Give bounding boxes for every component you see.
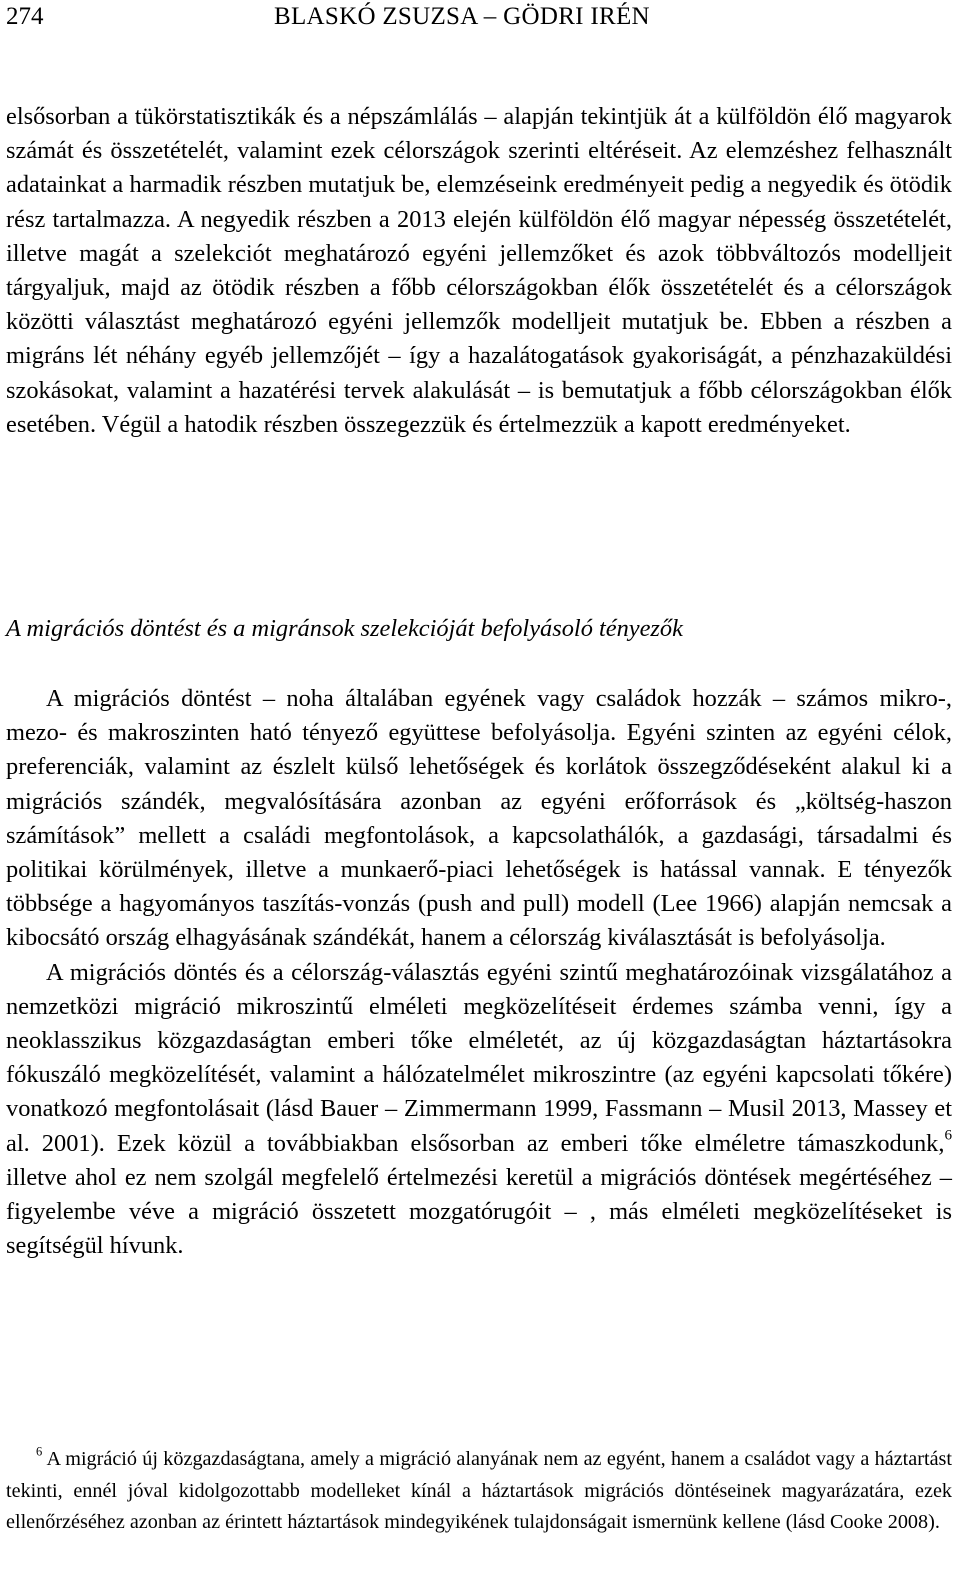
footnote-reference[interactable]: 6 (944, 1127, 952, 1144)
section-text-block (6, 682, 952, 1263)
paragraph-2-text-end: illetve ahol ez nem szolgál megfelelő értelmezési keretül a migrációs döntések megértéséhez – figyelembe véve a migráció összetett mozgatórugóit – , más elméleti megközelítéseket is segítségül hívunk. (6, 1163, 952, 1260)
paragraph-2-text-start: A migrációs döntés és a célország-választás egyéni szintű meghatározóinak vizsgálatához a nemzetközi migráció mikroszintű elméleti megközelítéseit érdemes számba venni, így a neoklasszikus közgazdaságtan emberi tőke elméletét, az új közgazdaságtan háztartásokra fókuszáló megközelítését, valamint a hálózatelmélet mikroszintre (az egyéni kapcsolati tőkére) vonatkozó megfontolásait (lásd Bauer – Zimmermann 1999, Fassmann – Musil 2013, Massey et al. 2001). Ezek közül a továbbiakban elsősorban az emberi tőke elméletre támaszkodunk, (6, 958, 952, 1157)
footnote-number: 6 (36, 1444, 43, 1459)
intro-text-block (6, 100, 952, 442)
page-header (6, 0, 954, 40)
section-paragraph-1: A migrációs döntést – noha általában egyének vagy családok hozzák – számos mikro-, mezo- és makroszinten ható tényező együttese befolyásolja. Egyéni szinten az egyéni célok, preferenciák, valamint az észlelt külső lehetőségek és korlátok összegződéseként alakul ki a migrációs szándék, megvalósítására azonban az egyéni erőforrások és „költség-haszon számítások” mellett a családi megfontolások, a kapcsolathálók, a gazdasági, társadalmi és politikai körülmények, illetve a munkaerő-piaci lehetőségek is hatással vannak. E tényezők többsége a hagyományos taszítás-vonzás (push and pull) modell (Lee 1966) alapján nemcsak a kibocsátó ország elhagyásának szándékát, hanem a célország kiválasztását is befolyásolja. (6, 685, 952, 952)
footnote-block (6, 1444, 952, 1539)
footnote-text: A migráció új közgazdaságtana, amely a migráció alanyának nem az egyént, hanem a családot vagy a háztartást tekinti, ennél jóval kidolgozottabb modelleket kínál a háztartások migrációs döntéseinek magyarázatára, ezek ellenőrzéséhez azonban az érintett háztartások mindegyikének tulajdonságait ismernünk kellene (lásd Cooke 2008). (6, 1448, 952, 1533)
section-paragraph-2 (6, 956, 952, 1264)
page-number: 274 (6, 3, 44, 30)
section-heading: A migrációs döntést és a migránsok szelekcióját befolyásoló tényezők (6, 615, 683, 642)
intro-paragraph: elsősorban a tükörstatisztikák és a népszámlálás – alapján tekintjük át a külföldön élő magyarok számát és összetételét, valamint ezek célországok szerinti eltéréseit. Az elemzéshez felhasznált adatainkat a harmadik részben mutatjuk be, elemzéseink eredményeit pedig a negyedik és ötödik rész tartalmazza. A negyedik részben a 2013 elején külföldön élő magyar népesség összetételét, illetve magát a szelekciót meghatározó egyéni jellemzőket és azok többváltozós modelljeit tárgyaljuk, majd az ötödik részben a főbb célországokban élők összetételét és a célországok közötti választást meghatározó egyéni jellemzők modelljeit mutatjuk be. Ebben a részben a migráns lét néhány egyéb jellemzőjét – így a hazalátogatások gyakoriságát, a pénzhazaküldési szokásokat, valamint a hazatérési tervek alakulását – is bemutatjuk a főbb célországokban élők esetében. Végül a hatodik részben összegezzük és értelmezzük a kapott eredményeket. (6, 103, 952, 438)
running-head: BLASKÓ ZSUZSA – GÖDRI IRÉN (274, 3, 650, 30)
footnote (6, 1444, 952, 1539)
